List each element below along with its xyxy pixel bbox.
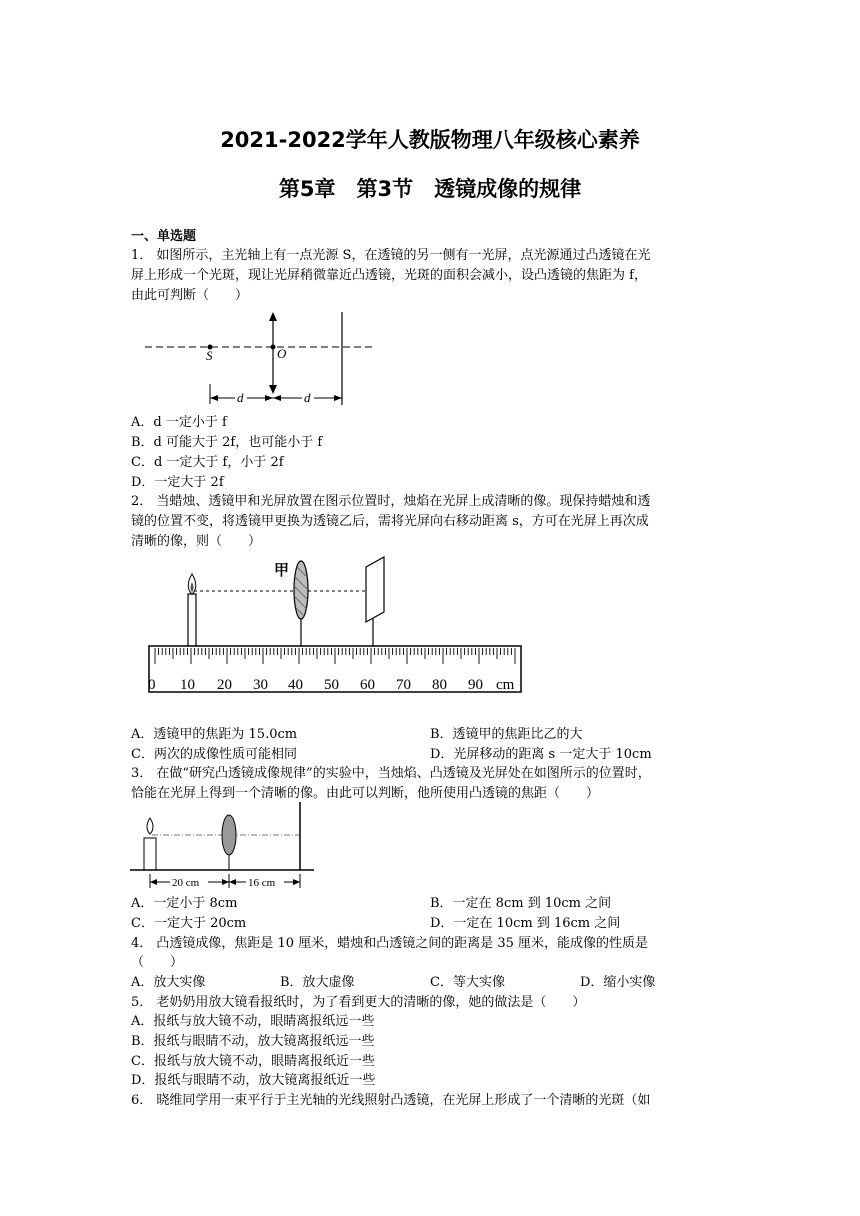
q4-option-d: D．缩小实像 xyxy=(580,975,656,990)
q2-option-a: A．透镜甲的焦距为 15.0cm xyxy=(131,727,298,742)
q2-lens-label: 甲 xyxy=(274,563,290,579)
q6-text-line-1: 6． 晓维同学用一束平行于主光轴的光线照射凸透镜，在光屏上形成了一个清晰的光斑（如 xyxy=(131,1093,651,1108)
q5-option-a: A．报纸与放大镜不动，眼睛离报纸远一些 xyxy=(131,1014,375,1029)
q5-text-line-1: 5． 老奶奶用放大镜看报纸时，为了看到更大的清晰的像，她的做法是（ ） xyxy=(131,995,586,1010)
q2-option-d: D．光屏移动的距离 s 一定大于 10cm xyxy=(430,747,652,762)
q1-option-b: B．d 可能大于 2f，也可能小于 f xyxy=(131,435,323,450)
q3-distance-2: 16 cm xyxy=(248,877,276,889)
ruler-number-90: 90 xyxy=(468,677,483,693)
q4-option-a: A．放大实像 xyxy=(131,975,206,990)
ruler-number-30: 30 xyxy=(253,677,268,693)
q1-option-c: C．d 一定大于 f，小于 2f xyxy=(131,455,284,470)
q1-text-line-2: 屏上形成一个光斑，现让光屏稍微靠近凸透镜，光斑的面积会减小，设凸透镜的焦距为 f， xyxy=(131,268,647,283)
q1-text-line-3: 由此可判断（ ） xyxy=(131,288,249,303)
q3-option-d: D．一定在 10cm 到 16cm 之间 xyxy=(430,916,621,931)
ruler-number-0: 0 xyxy=(148,677,156,693)
q1-label-s: S xyxy=(206,348,213,363)
q4-text-line-2: （ ） xyxy=(131,955,184,970)
ruler-number-50: 50 xyxy=(324,677,339,693)
q4-option-c: C．等大实像 xyxy=(430,975,505,990)
q1-figure xyxy=(140,310,380,410)
q3-option-a: A．一定小于 8cm xyxy=(131,896,238,911)
ruler-number-60: 60 xyxy=(360,677,375,693)
q1-option-a: A．d 一定小于 f xyxy=(131,415,227,430)
q2-option-b: B．透镜甲的焦距比乙的大 xyxy=(430,727,583,742)
q1-label-d2: d xyxy=(304,390,311,405)
q4-option-b: B．放大虚像 xyxy=(280,975,355,990)
q5-option-d: D．报纸与眼睛不动，放大镜离报纸近一些 xyxy=(131,1073,376,1088)
q3-option-c: C．一定大于 20cm xyxy=(131,916,247,931)
q3-option-b: B．一定在 8cm 到 10cm 之间 xyxy=(430,896,612,911)
ruler-number-70: 70 xyxy=(396,677,411,693)
q5-option-b: B．报纸与眼睛不动，放大镜离报纸远一些 xyxy=(131,1034,375,1049)
chapter-title: 第5章 第3节 透镜成像的规律 xyxy=(278,177,582,201)
document-title: 2021-2022学年人教版物理八年级核心素养 xyxy=(220,128,640,152)
q3-figure xyxy=(128,802,318,894)
q2-text-line-3: 清晰的像，则（ ） xyxy=(131,534,262,549)
q2-text-line-1: 2． 当蜡烛、透镜甲和光屏放置在图示位置时，烛焰在光屏上成清晰的像。现保持蜡烛和透 xyxy=(131,494,651,509)
section-heading: 一、单选题 xyxy=(131,229,197,244)
q1-label-d1: d xyxy=(237,390,244,405)
ruler-unit: cm xyxy=(496,677,515,693)
q1-text-line-1: 1． 如图所示，主光轴上有一点光源 S，在透镜的另一侧有一光屏，点光源通过凸透镜在光 xyxy=(131,248,651,263)
q2-option-c: C．两次的成像性质可能相同 xyxy=(131,747,297,762)
ruler-number-40: 40 xyxy=(288,677,303,693)
q3-distance-1: 20 cm xyxy=(172,877,200,889)
q2-text-line-2: 镜的位置不变，将透镜甲更换为透镜乙后，需将光屏向右移动距离 s，方可在光屏上再次成 xyxy=(131,514,649,529)
q3-text-line-2: 恰能在光屏上得到一个清晰的像。由此可以判断，他所使用凸透镜的焦距（ ） xyxy=(131,786,600,801)
q4-text-line-1: 4． 凸透镜成像，焦距是 10 厘米，蜡烛和凸透镜之间的距离是 35 厘米，能成像的性质是 xyxy=(131,936,649,951)
ruler-number-20: 20 xyxy=(217,677,232,693)
q2-figure xyxy=(146,552,531,697)
q1-option-d: D．一定大于 2f xyxy=(131,475,224,490)
ruler-number-80: 80 xyxy=(432,677,447,693)
ruler-number-10: 10 xyxy=(180,677,195,693)
q1-label-o: O xyxy=(277,346,287,361)
q3-text-line-1: 3． 在做“研究凸透镜成像规律”的实验中，当烛焰、凸透镜及光屏处在如图所示的位置时， xyxy=(131,766,651,781)
q5-option-c: C．报纸与放大镜不动，眼睛离报纸近一些 xyxy=(131,1054,375,1069)
